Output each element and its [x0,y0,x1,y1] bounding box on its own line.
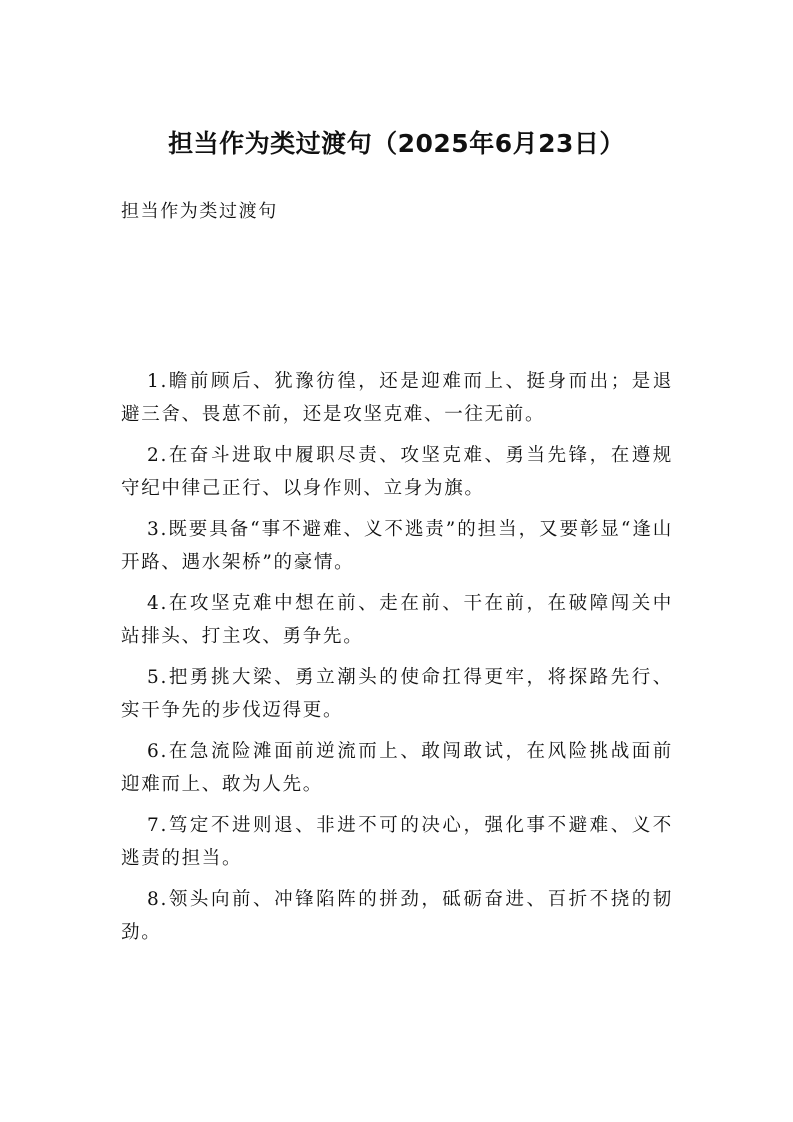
paragraph-7: 7.笃定不进则退、非进不可的决心，强化事不避难、义不逃责的担当。 [121,815,673,869]
document-subtitle: 担当作为类过渡句 [121,201,278,222]
paragraph-5: 5.把勇挑大梁、勇立潮头的使命扛得更牢，将探路先行、实干争先的步伐迈得更。 [121,667,673,721]
document-title: 担当作为类过渡句（2025年6月23日） [168,129,625,158]
paragraph-6: 6.在急流险滩面前逆流而上、敢闯敢试，在风险挑战面前迎难而上、敢为人先。 [121,741,673,795]
paragraph-8: 8.领头向前、冲锋陷阵的拼劲，砥砺奋进、百折不挠的韧劲。 [121,889,673,943]
paragraph-1: 1.瞻前顾后、犹豫彷徨，还是迎难而上、挺身而出；是退避三舍、畏葸不前，还是攻坚克难、一往无前。 [121,371,673,425]
paragraph-3: 3.既要具备“事不避难、义不逃责”的担当，又要彰显“逢山开路、遇水架桥”的豪情。 [121,519,673,573]
paragraph-4: 4.在攻坚克难中想在前、走在前、干在前，在破障闯关中站排头、打主攻、勇争先。 [121,593,673,647]
paragraph-2: 2.在奋斗进取中履职尽责、攻坚克难、勇当先锋，在遵规守纪中律己正行、以身作则、立身为旗。 [121,445,673,499]
document-body [121,365,673,957]
